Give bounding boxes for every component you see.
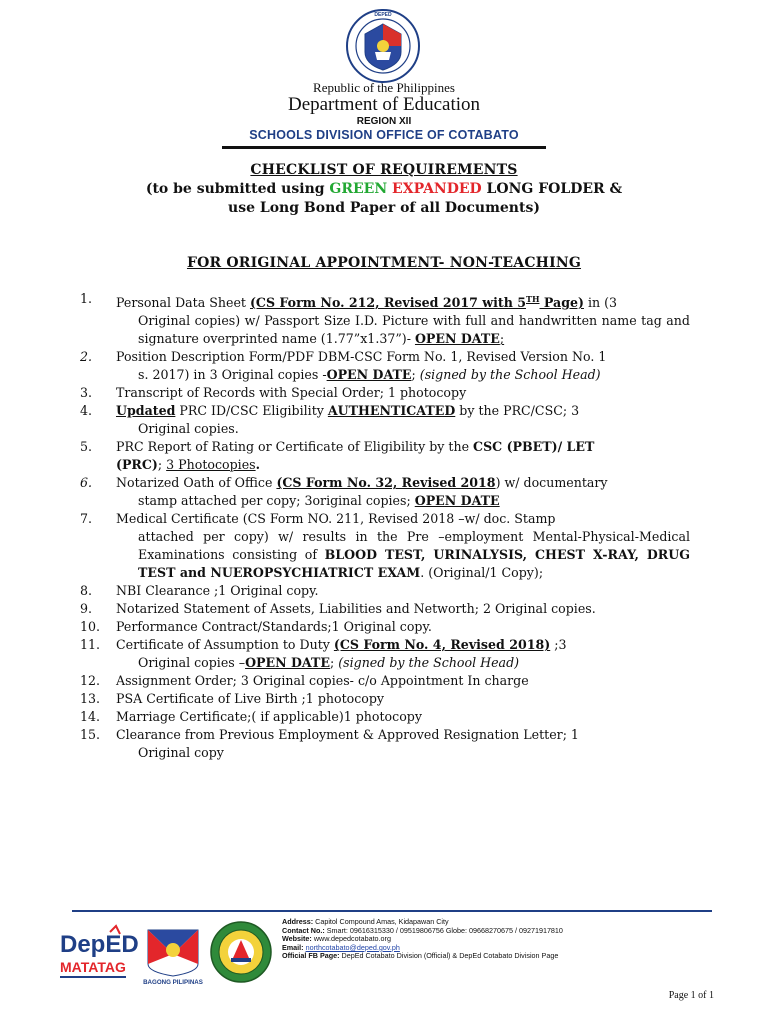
item-text: Medical Certificate (CS Form NO. 211, Revised 2018 –w/ doc. Stamp <box>116 511 556 527</box>
item-italic: (signed by the School Head) <box>419 367 601 383</box>
item-text: Position Description Form/PDF DBM-CSC Form No. 1, Revised Version No. 1 <box>116 349 607 365</box>
item-text: PRC ID/CSC Eligibility <box>175 403 328 419</box>
footer-email: Email: northcotabato@deped.gov.ph <box>282 942 400 952</box>
item-underline: 3 Photocopies <box>166 457 256 473</box>
header-department: Department of Education <box>287 94 481 115</box>
requirements-list <box>80 290 690 762</box>
item-number: 9. <box>80 601 93 617</box>
item-text: Certificate of Assumption to Duty <box>116 637 334 653</box>
item-text: PRC Report of Rating or Certificate of Eligibility by the <box>116 439 474 455</box>
footer-fb: Official FB Page: DepEd Cotabato Division (Official) & DepEd Cotabato Division Page <box>282 951 559 961</box>
item-text: Notarized Statement of Assets, Liabilities and Networth; 2 Original copies. <box>116 601 596 617</box>
item-number: 5. <box>80 439 93 455</box>
item-text: Transcript of Records with Special Order; 1 photocopy <box>116 385 467 401</box>
item-text: Original copies – <box>138 655 246 671</box>
matatag-text: MATATAG <box>60 959 126 975</box>
item-bold: (CS Form No. 32, Revised 2018 <box>276 475 496 491</box>
list-item <box>80 708 690 726</box>
item-text: by the PRC/CSC; 3 <box>455 403 580 419</box>
header-division: SCHOOLS DIVISION OFFICE OF COTABATO <box>249 128 519 142</box>
subtitle-pre: (to be submitted using <box>145 181 330 197</box>
list-item <box>80 290 690 348</box>
item-number: 12. <box>80 673 101 689</box>
deped-matatag-logo <box>58 922 139 984</box>
item-text: Notarized Oath of Office <box>116 475 277 491</box>
list-item <box>80 600 690 618</box>
item-text: Personal Data Sheet <box>116 295 250 311</box>
item-number: 3. <box>80 385 93 401</box>
item-text: Performance Contract/Standards;1 Original copy. <box>116 619 432 635</box>
list-item <box>80 726 690 762</box>
list-item <box>80 672 690 690</box>
list-item <box>80 690 690 708</box>
item-number: 11. <box>80 637 101 653</box>
list-item <box>80 402 690 438</box>
item-text: NBI Clearance ;1 Original copy. <box>116 583 319 599</box>
item-text: Original copies) w/ Passport Size I.D. Picture with full and handwritten name tag and signature overprinted name (1.77”x1.37”)- <box>138 313 690 347</box>
item-bold: Updated <box>116 403 176 419</box>
svg-text:DEPED: DEPED <box>374 12 392 18</box>
item-text: Marriage Certificate;( if applicable)1 photocopy <box>116 709 422 725</box>
item-text: ; <box>499 331 505 347</box>
header-divider <box>222 146 546 149</box>
item-bold: (PRC) <box>116 457 158 473</box>
item-text: s. 2017) in 3 Original copies - <box>138 367 327 383</box>
item-text: . (Original/1 Copy); <box>420 565 544 581</box>
item-bold: (CS Form No. 4, Revised 2018) <box>333 637 551 653</box>
list-item <box>80 618 690 636</box>
item-bold: OPEN DATE <box>414 493 500 509</box>
item-text: in (3 <box>583 295 618 311</box>
item-text: ; <box>157 457 167 473</box>
subtitle-green: GREEN <box>329 181 388 197</box>
subtitle-red: EXPANDED <box>392 181 482 197</box>
item-number: 10. <box>80 619 101 635</box>
section-title: FOR ORIGINAL APPOINTMENT- NON-TEACHING <box>186 255 582 271</box>
footer-contact-info <box>282 918 712 961</box>
item-text: Clearance from Previous Employment & Approved Resignation Letter; 1 <box>116 727 579 743</box>
item-number: 6. <box>80 475 93 491</box>
item-superscript: TH <box>526 294 540 304</box>
document-subtitle <box>0 180 768 218</box>
item-number: 14. <box>80 709 101 725</box>
item-bold: OPEN DATE <box>326 367 412 383</box>
list-item <box>80 384 690 402</box>
item-number: 7. <box>80 511 93 527</box>
subtitle-post: LONG FOLDER & <box>481 181 623 197</box>
list-item <box>80 474 690 510</box>
list-item <box>80 510 690 582</box>
footer-website: Website: www.depedcotabato.org <box>282 934 391 944</box>
item-bold: OPEN DATE <box>245 655 330 671</box>
item-text: stamp attached per copy; 3original copies; <box>138 493 415 509</box>
list-item <box>80 636 690 672</box>
item-number: 2. <box>80 349 93 365</box>
item-bold: CSC (PBET)/ LET <box>473 439 595 455</box>
document-title: CHECKLIST OF REQUIREMENTS <box>250 162 518 178</box>
email-link[interactable]: northcotabato@deped.gov.ph <box>305 942 400 952</box>
item-bold: AUTHENTICATED <box>327 403 456 419</box>
footer-address: Address: Capitol Compound Amas, Kidapawan City <box>282 917 449 926</box>
item-number: 13. <box>80 691 101 707</box>
footer-divider <box>72 910 712 912</box>
item-text: ; <box>329 655 339 671</box>
item-number: 15. <box>80 727 101 743</box>
item-bold: OPEN DATE <box>414 331 500 347</box>
item-text: ; <box>411 367 420 383</box>
subtitle-line2: use Long Bond Paper of all Documents) <box>228 200 540 216</box>
item-italic: (signed by the School Head) <box>338 655 520 671</box>
item-text: Original copies. <box>138 421 239 437</box>
item-text: ) w/ documentary <box>495 475 608 491</box>
list-item <box>80 582 690 600</box>
item-number: 1. <box>80 291 93 306</box>
footer-contact: Contact No.: Smart: 09616315330 / 09519806756 Globe: 09668270675 / 09271917810 <box>282 925 563 935</box>
list-item <box>80 348 690 384</box>
deped-seal-logo <box>345 8 421 84</box>
header-region: REGION XII <box>356 116 412 127</box>
division-seal-logo <box>209 920 273 984</box>
bagong-pilipinas-logo <box>140 920 206 986</box>
bagong-pilipinas-text: BAGONG PILIPINAS <box>143 979 203 986</box>
item-text: . <box>255 457 260 473</box>
item-text: Original copy <box>138 745 224 761</box>
item-bold: (CS Form No. 212, Revised 2017 with 5 <box>249 295 526 311</box>
header-republic: Republic of the Philippines <box>313 80 455 95</box>
deped-logo-text: DepED <box>60 931 139 958</box>
item-text: Assignment Order; 3 Original copies- c/o Appointment In charge <box>116 673 529 689</box>
item-bold: BLOOD TEST, URINALYSIS, CHEST X-RAY, DRUG TEST and NUEROPSYCHIATRICT EXAM <box>138 547 690 581</box>
item-number: 4. <box>80 403 93 419</box>
website-link[interactable]: www.depedcotabato.org <box>311 934 391 944</box>
list-item <box>80 438 690 474</box>
item-text: PSA Certificate of Live Birth ;1 photocopy <box>116 691 385 707</box>
item-text: attached per copy) w/ results in the Pre –employment Mental-Physical-Medical Examinations consisting of <box>138 529 690 563</box>
item-text: ;3 <box>550 637 567 653</box>
item-bold: Page) <box>539 295 584 311</box>
page-number: Page 1 of 1 <box>668 990 714 1001</box>
item-number: 8. <box>80 583 93 599</box>
